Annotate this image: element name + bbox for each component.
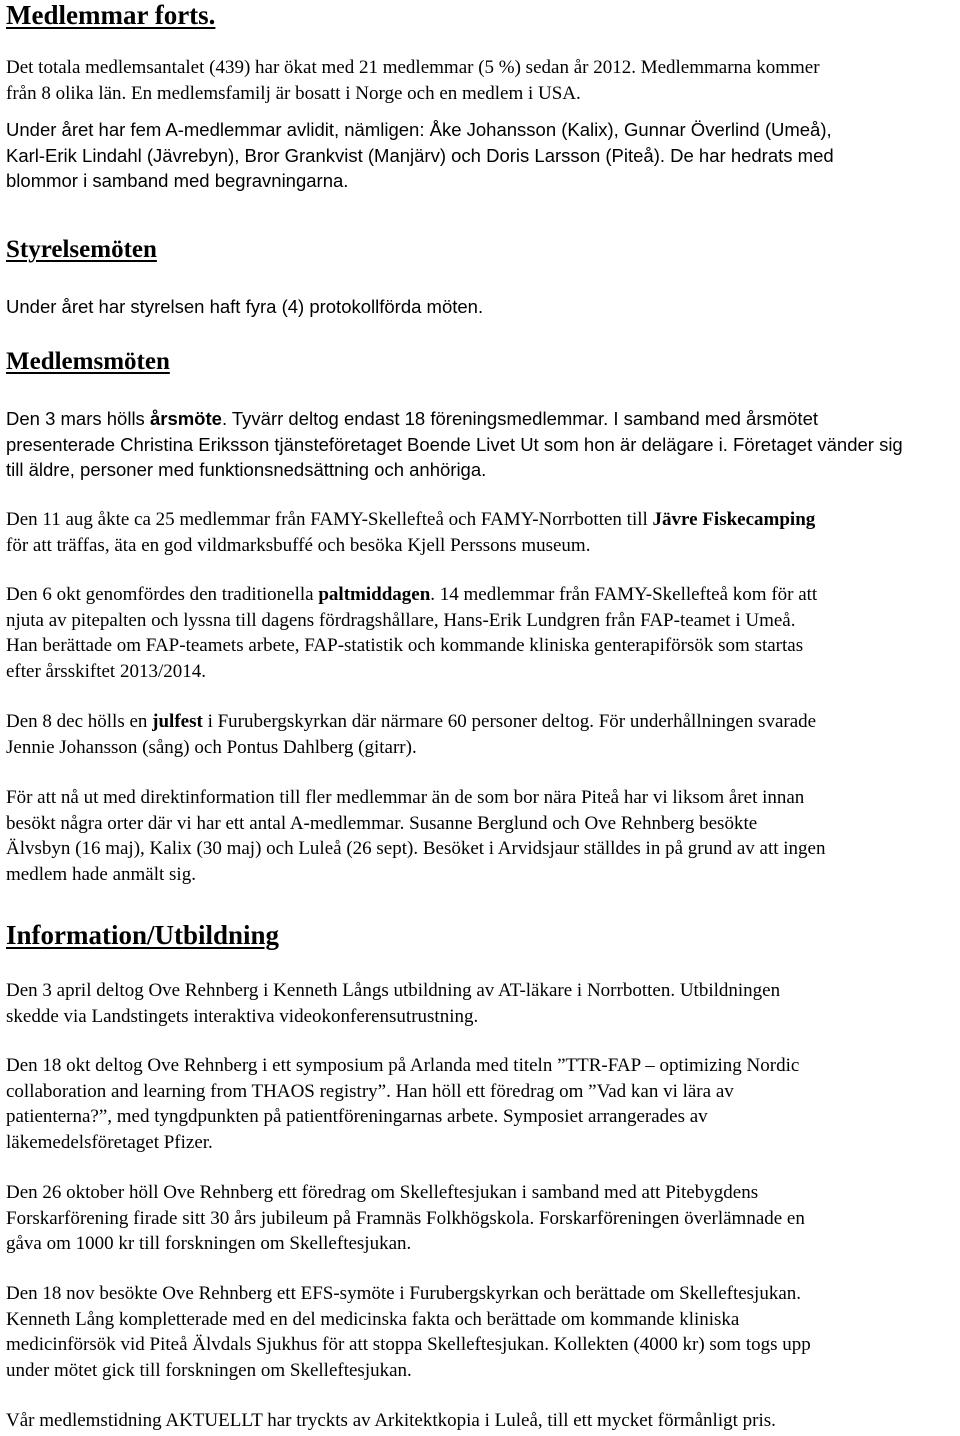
text-line: läkemedelsföretaget Pfizer. xyxy=(6,1131,213,1153)
text-line: besökt några orter där vi har ett antal A-medlemmar. Susanne Berglund och Ove Rehnberg besökte xyxy=(6,812,758,834)
bold-arsmote: årsmöte xyxy=(149,408,222,429)
text-line: presenterade Christina Eriksson tjänsteföretaget Boende Livet Ut som hon är delägare i. Företaget vänder sig xyxy=(6,433,903,455)
text-line xyxy=(6,406,954,432)
text-line: Den 18 okt deltog Ove Rehnberg i ett symposium på Arlanda med titeln ”TTR-FAP – optimizing Nordic xyxy=(6,1055,800,1076)
text-line: för att träffas, äta en god vildmarksbuffé och besöka Kjell Perssons museum. xyxy=(6,534,591,556)
text-line: Jennie Johansson (sång) och Pontus Dahlberg (gitarr). xyxy=(6,736,417,758)
paragraph-april-training xyxy=(6,978,954,1029)
paragraph-deceased-members xyxy=(6,117,954,194)
text-run: Den 6 okt genomfördes den traditionella xyxy=(6,584,319,605)
paragraph-aktuellt xyxy=(6,1408,954,1434)
paragraph-member-count xyxy=(6,55,954,106)
bold-julfest: julfest xyxy=(152,711,203,732)
text-run: Den 11 aug åkte ca 25 medlemmar från FAMY-Skellefteå och FAMY-Norrbotten till xyxy=(6,509,653,530)
bold-javre-fiskecamping: Jävre Fiskecamping xyxy=(652,509,816,530)
text-line: Den 18 nov besökte Ove Rehnberg ett EFS-symöte i Furubergskyrkan och berättade om Skelleftesjukan. xyxy=(6,1283,802,1304)
text-run: Den 3 mars hölls xyxy=(6,408,150,429)
text-line: Forskarförening firade sitt 30 års jubileum på Framnäs Folkhögskola. Forskarföreningen överlämnade en xyxy=(6,1207,805,1229)
paragraph-annual-meeting xyxy=(6,406,954,483)
text-line: collaboration and learning from THAOS registry”. Han höll ett föredrag om ”Vad kan vi lära av xyxy=(6,1080,734,1102)
paragraph-direct-info xyxy=(6,785,954,887)
text-line: efter årsskiftet 2013/2014. xyxy=(6,660,206,682)
text-line: skedde via Landstingets interaktiva videokonferensutrustning. xyxy=(6,1005,479,1027)
text-line: Under året har styrelsen haft fyra (4) protokollförda möten. xyxy=(6,296,484,317)
text-line xyxy=(6,507,954,533)
text-run: . Tyvärr deltog endast 18 föreningsmedlemmar. I samband med årsmötet xyxy=(221,408,819,429)
paragraph-august-trip xyxy=(6,507,954,558)
text-line: Kenneth Lång kompletterade med en del medicinska fakta och berättade om kommande kliniska xyxy=(6,1308,740,1330)
text-line: under mötet gick till forskningen om Skelleftesjukan. xyxy=(6,1359,412,1381)
text-line: Under året har fem A-medlemmar avlidit, nämligen: Åke Johansson (Kalix), Gunnar Överlind (Umeå), xyxy=(6,119,832,140)
text-line: till äldre, personer med funktionsnedsättning och anhöriga. xyxy=(6,459,487,480)
text-line xyxy=(6,582,954,608)
heading-medlemsmoten: Medlemsmöten xyxy=(6,348,170,375)
paragraph-board-meetings xyxy=(6,294,954,320)
bold-paltmiddagen: paltmiddagen xyxy=(318,584,431,605)
paragraph-julfest xyxy=(6,709,954,760)
text-run: Den 8 dec hölls en xyxy=(6,711,153,732)
paragraph-forskarforening xyxy=(6,1180,954,1257)
text-line: njuta av pitepalten och lyssna till dagens fördragshållare, Hans-Erik Lundgren från FAP-teamet i Umeå. xyxy=(6,609,796,631)
heading-styrelsemoten: Styrelsemöten xyxy=(6,236,157,263)
text-line: Det totala medlemsantalet (439) har ökat med 21 medlemmar (5 %) sedan år 2012. Medlemmarna kommer xyxy=(6,57,820,78)
text-run: . 14 medlemmar från FAMY-Skellefteå kom för att xyxy=(430,584,818,605)
text-line: gåva om 1000 kr till forskningen om Skelleftesjukan. xyxy=(6,1233,412,1254)
text-run: i Furubergskyrkan där närmare 60 personer deltog. För underhållningen svarade xyxy=(202,711,817,732)
text-line: Vår medlemstidning AKTUELLT har tryckts av Arkitektkopia i Luleå, till ett mycket förmånligt pris. xyxy=(6,1410,776,1431)
heading-information-utbildning: Information/Utbildning xyxy=(6,920,280,950)
paragraph-efs-meeting xyxy=(6,1281,954,1383)
text-line xyxy=(6,709,954,735)
text-line: För att nå ut med direktinformation till fler medlemmar än de som bor nära Piteå har vi liksom året innan xyxy=(6,787,805,808)
text-line: Karl-Erik Lindahl (Jävrebyn), Bror Grankvist (Manjärv) och Doris Larsson (Piteå). De har hedrats med xyxy=(6,144,834,166)
text-line: patienterna?”, med tyngdpunkten på patientföreningarnas arbete. Symposiet arrangerades av xyxy=(6,1106,708,1127)
heading-medlemmar-forts: Medlemmar forts. xyxy=(6,0,216,30)
text-line: från 8 olika län. En medlemsfamilj är bosatt i Norge och en medlem i USA. xyxy=(6,82,581,104)
paragraph-symposium xyxy=(6,1053,954,1155)
text-line: Den 3 april deltog Ove Rehnberg i Kenneth Långs utbildning av AT-läkare i Norrbotten. Utbildningen xyxy=(6,980,781,1001)
text-line: medlem hade anmält sig. xyxy=(6,863,196,885)
text-line: blommor i samband med begravningarna. xyxy=(6,170,349,191)
text-line: Älvsbyn (16 maj), Kalix (30 maj) och Luleå (26 sept). Besöket i Arvidsjaur ställdes in på grund av att ingen xyxy=(6,838,826,859)
text-line: Han berättade om FAP-teamets arbete, FAP-statistik och kommande kliniska genterapiförsök som startas xyxy=(6,635,804,656)
paragraph-paltmiddag xyxy=(6,582,954,684)
text-line: Den 26 oktober höll Ove Rehnberg ett föredrag om Skelleftesjukan i samband med att Pitebygdens xyxy=(6,1182,759,1203)
text-line: medicinförsök vid Piteå Älvdals Sjukhus för att stoppa Skelleftesjukan. Kollekten (4000 kr) som togs upp xyxy=(6,1334,811,1355)
